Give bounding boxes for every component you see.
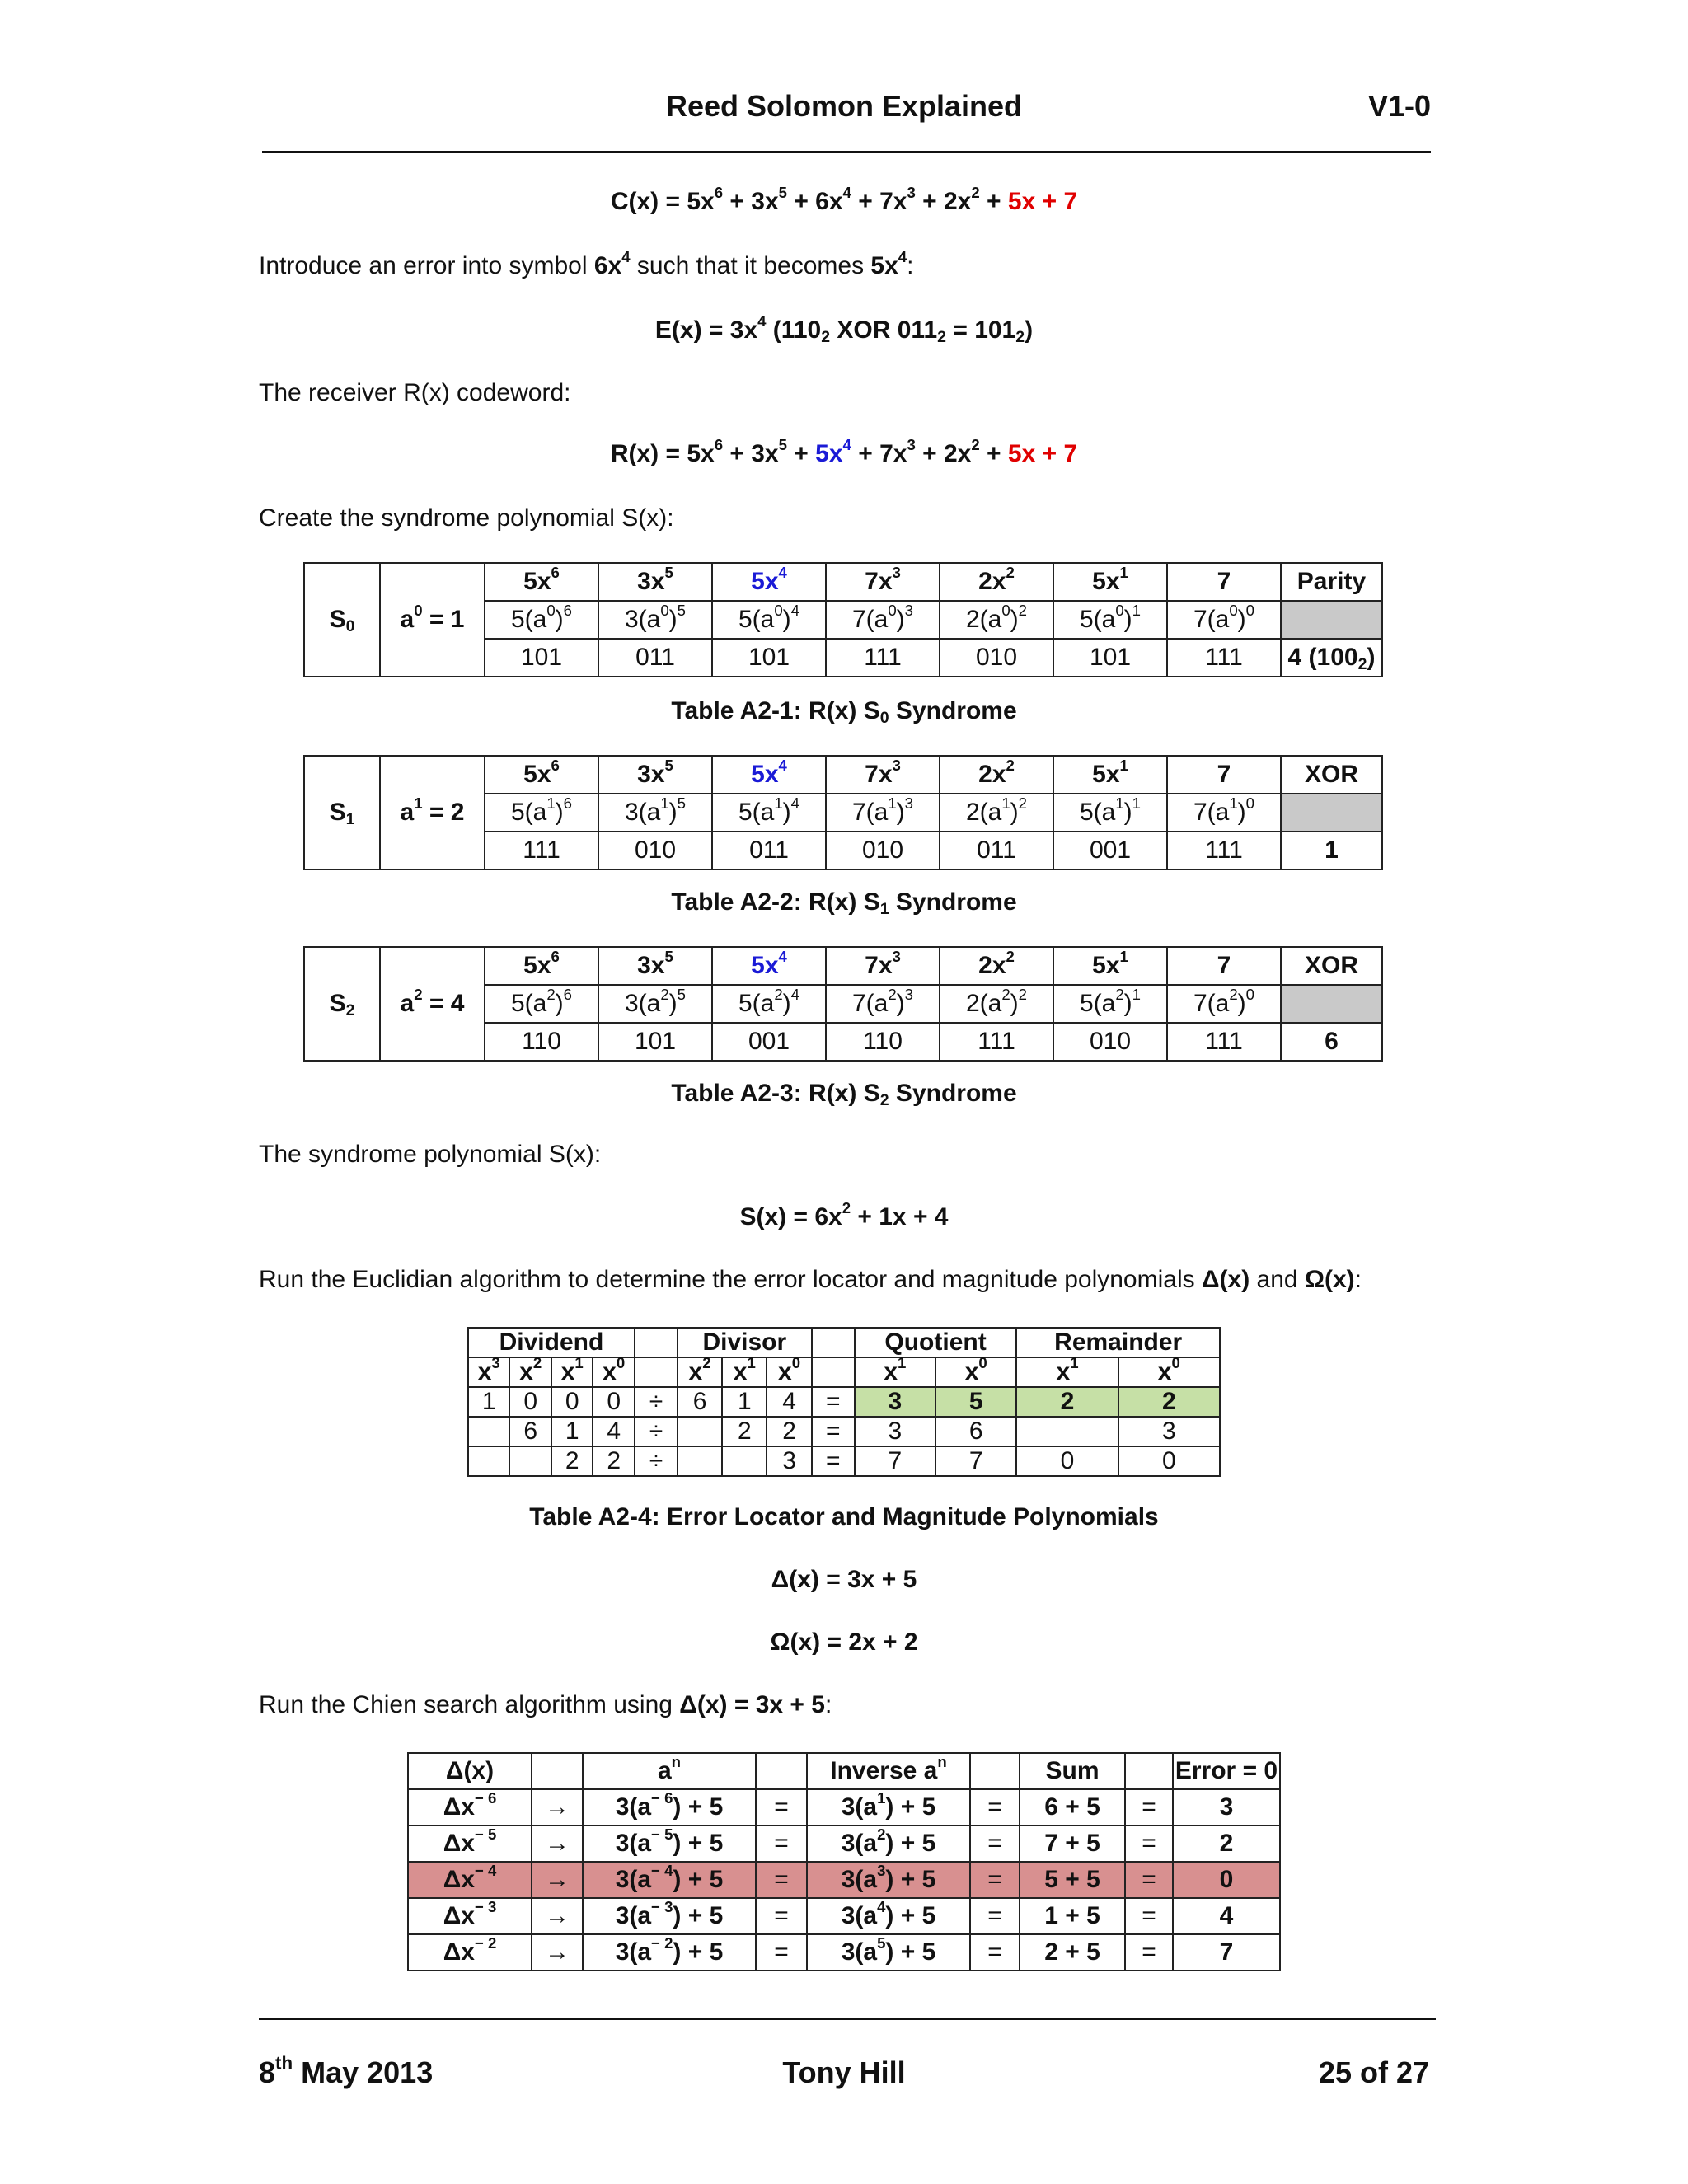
dividend-header: Dividend — [468, 1328, 635, 1357]
chien-row — [408, 1825, 1280, 1862]
term-expression: $7(a^1)^0$ — [1167, 794, 1281, 832]
arrow-icon: → — [532, 1825, 583, 1862]
term-binary-value: 101 — [712, 639, 826, 677]
term-expression: $3(a^1)^5$ — [598, 794, 712, 832]
term-expression: $5(a^2)^6$ — [485, 985, 598, 1023]
term-binary-value: 110 — [485, 1023, 598, 1061]
chien-row — [408, 1862, 1280, 1898]
euclid-cell: 2 — [593, 1446, 634, 1476]
euclid-cell: 3 — [767, 1446, 811, 1476]
euclid-cell — [509, 1446, 551, 1476]
euclid-cell: 4 — [593, 1417, 634, 1446]
term-header: $7x^3$ — [826, 563, 940, 601]
syndrome-label: $S_1$ — [304, 756, 380, 869]
chien-sum-header: Sum — [1020, 1753, 1125, 1789]
remainder-header: Remainder — [1016, 1328, 1220, 1357]
equals-sign: = — [756, 1825, 807, 1862]
euclid-cell — [678, 1446, 722, 1476]
divisor-header: Divisor — [678, 1328, 812, 1357]
chien-inverse-header: Inverse $a^n$ — [807, 1753, 970, 1789]
syndrome-caption-s1: Table A2-2: R(x) $S_1$ Syndrome — [671, 888, 1017, 918]
chien-inverse-cell: $3(a^2) + 5$ — [807, 1825, 970, 1862]
chien-error-cell: 0 — [1173, 1862, 1280, 1898]
euclid-caption: Table A2-4: Error Locator and Magnitude Polynomials — [529, 1503, 1159, 1530]
chien-delta-cell: $\Delta x^{- 6}$ — [408, 1789, 532, 1825]
received-equation: $R(x) = 5x^6 + 3x^5 + 5x^4 + 7x^3 + 2x^2 + 5x + 7$ — [610, 436, 1078, 467]
term-header: 7 — [1167, 756, 1281, 794]
chien-an-cell: $3(a^{- 4}) + 5$ — [583, 1862, 756, 1898]
term-header: $3x^5$ — [598, 563, 712, 601]
term-binary-value: 110 — [826, 1023, 940, 1061]
chien-error-cell: 2 — [1173, 1825, 1280, 1862]
chien-an-cell: $3(a^{- 5}) + 5$ — [583, 1825, 756, 1862]
euclid-cell: ÷ — [635, 1417, 678, 1446]
term-expression: $3(a^2)^5$ — [598, 985, 712, 1023]
term-binary-value: 111 — [940, 1023, 1053, 1061]
term-header: $2x^2$ — [940, 563, 1053, 601]
chien-an-cell: $3(a^{- 2}) + 5$ — [583, 1934, 756, 1971]
syndrome-caption-s2: Table A2-3: R(x) $S_2$ Syndrome — [671, 1080, 1017, 1109]
syndrome-intro-text: Create the syndrome polynomial S(x): — [259, 504, 674, 532]
term-binary-value: 011 — [712, 832, 826, 869]
term-header: $5x^4$ — [712, 563, 826, 601]
equals-sign: = — [970, 1934, 1020, 1971]
term-header: $5x^4$ — [712, 947, 826, 985]
euclid-cell: 6 — [935, 1417, 1016, 1446]
euclid-cell: 2 — [1016, 1387, 1118, 1417]
header-rule — [262, 151, 1431, 153]
term-expression: $5(a^1)^6$ — [485, 794, 598, 832]
euclid-cell: 0 — [509, 1387, 551, 1417]
arrow-icon: → — [532, 1898, 583, 1934]
chien-row — [408, 1789, 1280, 1825]
chien-inverse-cell: $3(a^5) + 5$ — [807, 1934, 970, 1971]
footer-rule — [259, 2018, 1436, 2020]
chien-inverse-cell: $3(a^1) + 5$ — [807, 1789, 970, 1825]
euclid-cell: = — [812, 1387, 855, 1417]
alpha-value: $a^0 = 1$ — [380, 563, 485, 677]
term-expression: $5(a^2)^4$ — [712, 985, 826, 1023]
chien-an-header: $a^n$ — [583, 1753, 756, 1789]
term-binary-value: 011 — [940, 832, 1053, 869]
delta-equation: Δ(x) = 3x + 5 — [771, 1566, 917, 1593]
omega-equation: Ω(x) = 2x + 2 — [770, 1629, 918, 1656]
chien-sum-cell: 1 + 5 — [1020, 1898, 1125, 1934]
last-header: XOR — [1281, 947, 1382, 985]
equals-sign: = — [1125, 1789, 1173, 1825]
term-expression: $5(a^0)^6$ — [485, 601, 598, 639]
equals-sign: = — [756, 1934, 807, 1971]
equals-sign: = — [970, 1789, 1020, 1825]
term-binary-value: 010 — [598, 832, 712, 869]
term-expression: $7(a^0)^0$ — [1167, 601, 1281, 639]
syndrome-table-s2 — [303, 946, 1383, 1062]
equals-sign: = — [970, 1862, 1020, 1898]
chien-delta-header: Δ(x) — [408, 1753, 532, 1789]
term-binary-value: 010 — [826, 832, 940, 869]
term-binary-value: 111 — [1167, 832, 1281, 869]
euclid-cell: ÷ — [635, 1446, 678, 1476]
equals-sign: = — [1125, 1934, 1173, 1971]
term-binary-value: 101 — [485, 639, 598, 677]
euclid-cell: 5 — [935, 1387, 1016, 1417]
term-header: $3x^5$ — [598, 947, 712, 985]
term-header: $5x^1$ — [1053, 947, 1167, 985]
chien-row — [408, 1934, 1280, 1971]
term-header: $5x^6$ — [485, 947, 598, 985]
footer-date: 8th May 2013 — [259, 2052, 434, 2089]
euclid-cell: 1 — [722, 1387, 767, 1417]
term-expression: $7(a^0)^3$ — [826, 601, 940, 639]
chien-inverse-cell: $3(a^4) + 5$ — [807, 1898, 970, 1934]
euclid-cell: 1 — [551, 1417, 593, 1446]
term-expression: $5(a^1)^4$ — [712, 794, 826, 832]
term-expression: $5(a^1)^1$ — [1053, 794, 1167, 832]
euclid-cell: 7 — [855, 1446, 935, 1476]
chien-delta-cell: $\Delta x^{- 3}$ — [408, 1898, 532, 1934]
chien-an-cell: $3(a^{- 3}) + 5$ — [583, 1898, 756, 1934]
euclid-cell: 1 — [468, 1387, 509, 1417]
chien-delta-cell: $\Delta x^{- 2}$ — [408, 1934, 532, 1971]
term-binary-value: 111 — [1167, 639, 1281, 677]
term-expression: $5(a^2)^1$ — [1053, 985, 1167, 1023]
error-equation: $E(x) = 3x^4$ ($110_2$ XOR $011_2 = 101_2$) — [654, 312, 1034, 346]
footer-author: Tony Hill — [782, 2055, 906, 2089]
term-header: 7 — [1167, 563, 1281, 601]
euclid-cell: 6 — [678, 1387, 722, 1417]
arrow-icon: → — [532, 1789, 583, 1825]
chien-sum-cell: 7 + 5 — [1020, 1825, 1125, 1862]
term-binary-value: 101 — [598, 1023, 712, 1061]
term-header: $7x^3$ — [826, 756, 940, 794]
term-binary-value: 111 — [485, 832, 598, 869]
syndrome-equation: $S(x) = 6x^2 + 1x + 4$ — [739, 1199, 949, 1230]
euclid-cell: 3 — [855, 1417, 935, 1446]
last-header: Parity — [1281, 563, 1382, 601]
syndrome-result: 4 $(100_2)$ — [1281, 639, 1382, 677]
term-expression: $2(a^0)^2$ — [940, 601, 1053, 639]
term-binary-value: 001 — [1053, 832, 1167, 869]
syndrome-result: 1 — [1281, 832, 1382, 869]
term-binary-value: 010 — [940, 639, 1053, 677]
term-binary-value: 001 — [712, 1023, 826, 1061]
chien-error-cell: 4 — [1173, 1898, 1280, 1934]
syndrome-poly-text: The syndrome polynomial S(x): — [259, 1141, 602, 1168]
term-expression: $7(a^1)^3$ — [826, 794, 940, 832]
chien-sum-cell: 5 + 5 — [1020, 1862, 1125, 1898]
euclid-row — [468, 1417, 1220, 1446]
euclid-cell: 0 — [551, 1387, 593, 1417]
euclid-power-row: $x^3$ $x^2$ $x^1$ $x^0$ $x^2$ $x^1$ $x^0$ $x^1$ $x^0$ $x^1$ $x^0$ — [468, 1357, 1220, 1387]
equals-sign: = — [970, 1898, 1020, 1934]
term-expression: $7(a^2)^0$ — [1167, 985, 1281, 1023]
syndrome-result: 6 — [1281, 1023, 1382, 1061]
term-expression: $2(a^1)^2$ — [940, 794, 1053, 832]
euclid-cell: 4 — [767, 1387, 811, 1417]
term-expression: $2(a^2)^2$ — [940, 985, 1053, 1023]
chien-error-header: Error = 0 — [1173, 1753, 1280, 1789]
document-version: V1-0 — [1367, 89, 1431, 123]
syndrome-table-s1 — [303, 755, 1383, 870]
euclid-cell — [678, 1417, 722, 1446]
alpha-value: $a^1 = 2$ — [380, 756, 485, 869]
term-header: $2x^2$ — [940, 947, 1053, 985]
document-title: Reed Solomon Explained — [665, 89, 1023, 123]
term-binary-value: 111 — [1167, 1023, 1281, 1061]
term-header: $5x^1$ — [1053, 563, 1167, 601]
quotient-header: Quotient — [855, 1328, 1017, 1357]
term-header: $5x^4$ — [712, 756, 826, 794]
arrow-icon: → — [532, 1934, 583, 1971]
chien-delta-cell: $\Delta x^{- 4}$ — [408, 1862, 532, 1898]
euclid-cell: 2 — [767, 1417, 811, 1446]
term-expression: $7(a^2)^3$ — [826, 985, 940, 1023]
euclid-cell: 0 — [1118, 1446, 1220, 1476]
chien-sum-cell: 6 + 5 — [1020, 1789, 1125, 1825]
euclid-cell — [468, 1417, 509, 1446]
chien-error-cell: 7 — [1173, 1934, 1280, 1971]
alpha-value: $a^2 = 4$ — [380, 947, 485, 1061]
euclid-row — [468, 1446, 1220, 1476]
term-binary-value: 010 — [1053, 1023, 1167, 1061]
euclid-cell: ÷ — [635, 1387, 678, 1417]
codeword-equation: $C(x) = 5x^6 + 3x^5 + 6x^4 + 7x^3 + 2x^2 + 5x + 7$ — [610, 184, 1078, 215]
chien-row — [408, 1898, 1280, 1934]
syndrome-label: $S_2$ — [304, 947, 380, 1061]
receiver-text: The receiver R(x) codeword: — [259, 379, 571, 406]
euclid-cell: 3 — [1118, 1417, 1220, 1446]
footer-page: 25 of 27 — [1318, 2055, 1429, 2089]
equals-sign: = — [756, 1862, 807, 1898]
term-header: $5x^6$ — [485, 563, 598, 601]
euclid-cell: 0 — [593, 1387, 634, 1417]
last-header: XOR — [1281, 756, 1382, 794]
euclid-row — [468, 1387, 1220, 1417]
term-header: $5x^6$ — [485, 756, 598, 794]
chien-inverse-cell: $3(a^3) + 5$ — [807, 1862, 970, 1898]
equals-sign: = — [756, 1898, 807, 1934]
term-binary-value: 011 — [598, 639, 712, 677]
euclid-cell: 0 — [1016, 1446, 1118, 1476]
euclid-table — [467, 1327, 1221, 1477]
equals-sign: = — [1125, 1825, 1173, 1862]
chien-error-cell: 3 — [1173, 1789, 1280, 1825]
arrow-icon: → — [532, 1862, 583, 1898]
euclid-cell: = — [812, 1446, 855, 1476]
euclid-cell: 3 — [855, 1387, 935, 1417]
syndrome-label: $S_0$ — [304, 563, 380, 677]
term-header: $7x^3$ — [826, 947, 940, 985]
term-binary-value: 101 — [1053, 639, 1167, 677]
term-expression: $5(a^0)^1$ — [1053, 601, 1167, 639]
chien-intro-text: Run the Chien search algorithm using Δ(x) = 3x + 5: — [259, 1691, 832, 1718]
euclid-cell — [468, 1446, 509, 1476]
euclid-intro-text: Run the Euclidian algorithm to determine the error locator and magnitude polynomials Δ(x) and Ω(x): — [259, 1266, 1362, 1293]
euclid-cell: 6 — [509, 1417, 551, 1446]
term-header: $5x^1$ — [1053, 756, 1167, 794]
syndrome-caption-s0: Table A2-1: R(x) $S_0$ Syndrome — [671, 697, 1017, 727]
chien-sum-cell: 2 + 5 — [1020, 1934, 1125, 1971]
equals-sign: = — [1125, 1898, 1173, 1934]
euclid-cell: = — [812, 1417, 855, 1446]
euclid-cell: 2 — [1118, 1387, 1220, 1417]
syndrome-table-s0 — [303, 562, 1383, 677]
term-expression: $5(a^0)^4$ — [712, 601, 826, 639]
equals-sign: = — [1125, 1862, 1173, 1898]
euclid-cell — [722, 1446, 767, 1476]
term-header: 7 — [1167, 947, 1281, 985]
equals-sign: = — [756, 1789, 807, 1825]
error-intro-text: Introduce an error into symbol $6x^4$ such that it becomes $5x^4$: — [259, 248, 914, 279]
term-header: $3x^5$ — [598, 756, 712, 794]
term-header: $2x^2$ — [940, 756, 1053, 794]
chien-delta-cell: $\Delta x^{- 5}$ — [408, 1825, 532, 1862]
euclid-cell: 7 — [935, 1446, 1016, 1476]
euclid-cell — [1016, 1417, 1118, 1446]
chien-table — [407, 1752, 1281, 1971]
term-expression: $3(a^0)^5$ — [598, 601, 712, 639]
euclid-cell: 2 — [551, 1446, 593, 1476]
equals-sign: = — [970, 1825, 1020, 1862]
chien-an-cell: $3(a^{- 6}) + 5$ — [583, 1789, 756, 1825]
term-binary-value: 111 — [826, 639, 940, 677]
euclid-cell: 2 — [722, 1417, 767, 1446]
